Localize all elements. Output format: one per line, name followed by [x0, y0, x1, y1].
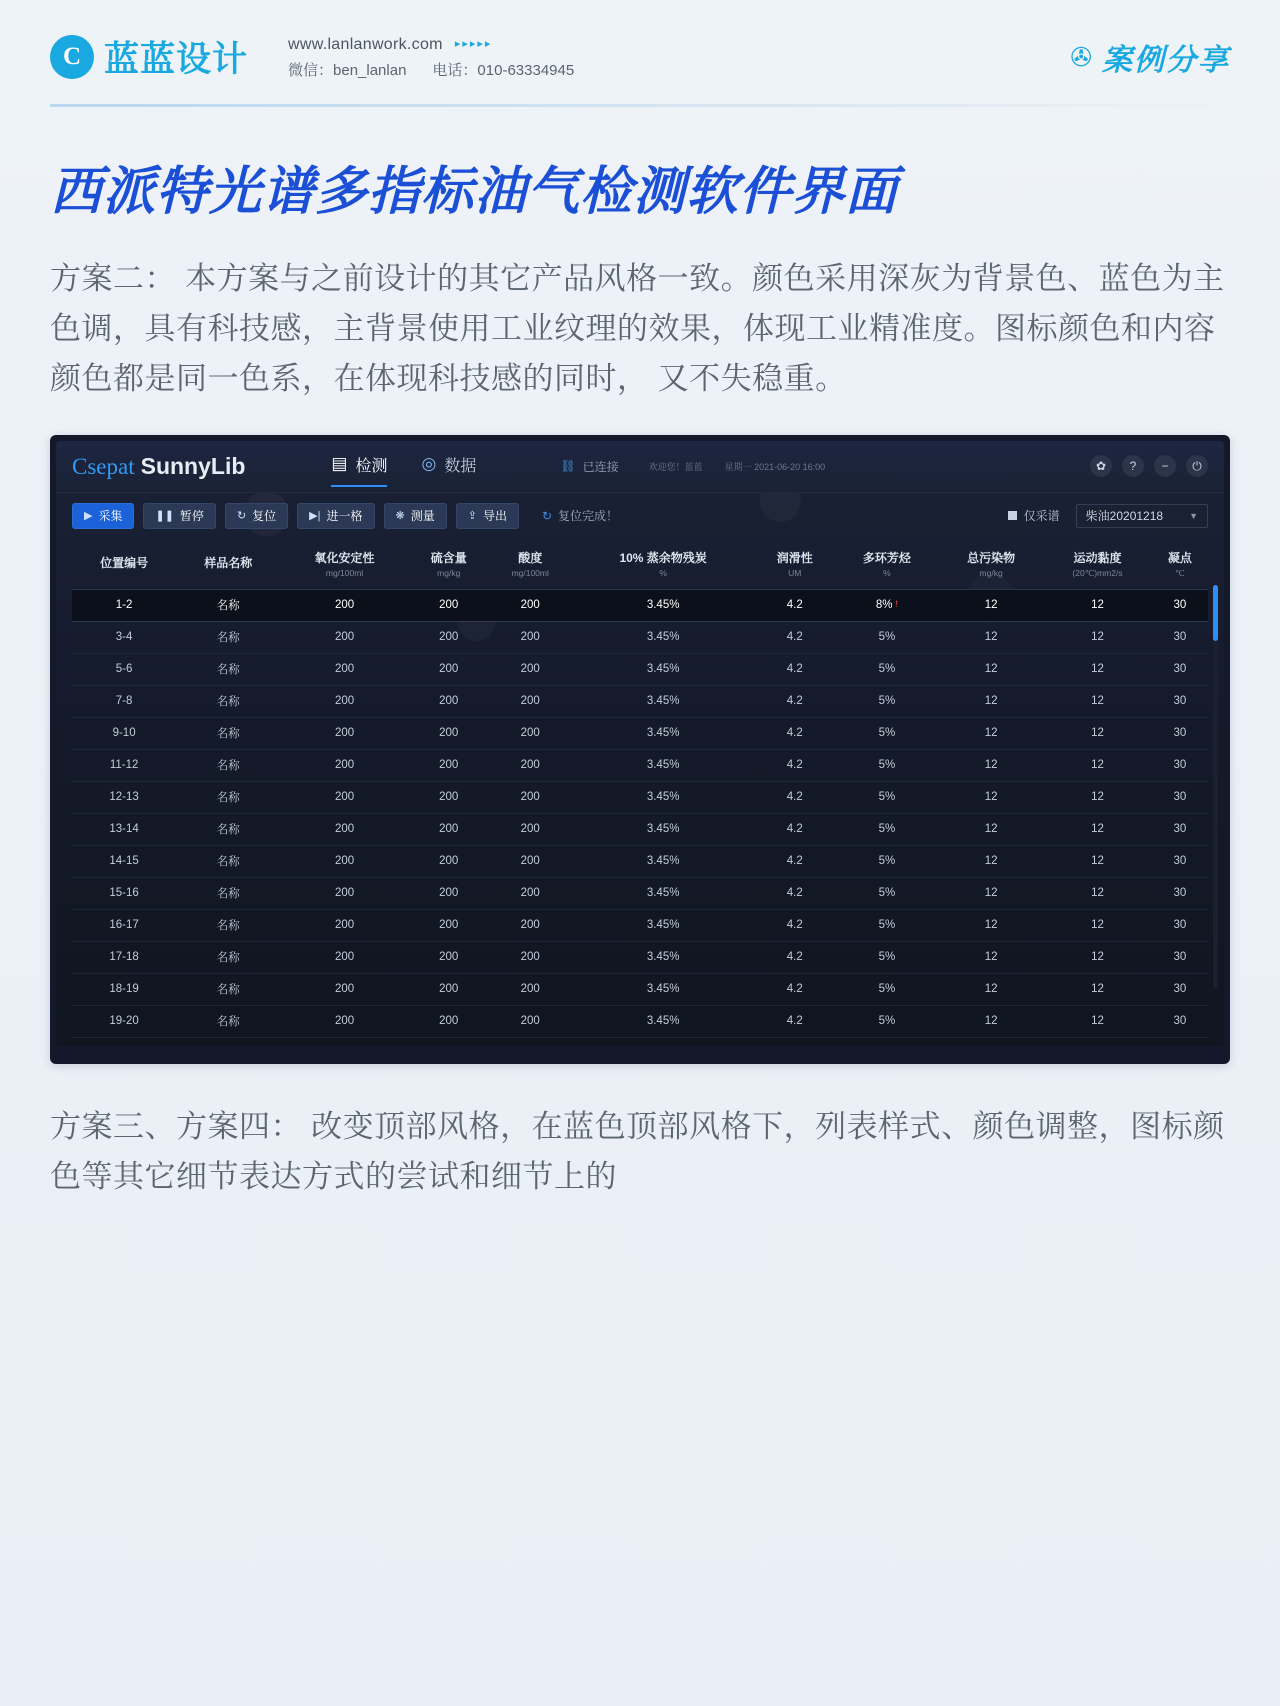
cell-sample-name: 名称 — [176, 653, 280, 685]
table-row[interactable] — [72, 909, 1208, 941]
link-icon: ⛓ — [560, 459, 576, 474]
cell-freeze-point: 30 — [1152, 845, 1208, 877]
cell-sulfur: 200 — [409, 845, 489, 877]
logo-text: 蓝蓝设计 — [104, 40, 249, 79]
app-titlebar — [56, 441, 1224, 493]
table-row[interactable] — [72, 813, 1208, 845]
tab-data-label: 数据 — [444, 457, 477, 475]
cell-position: 7-8 — [72, 685, 176, 717]
cell-lubricity: 4.2 — [755, 685, 835, 717]
cell-carbon-residue: 3.45% — [572, 973, 755, 1005]
col-oxidation — [280, 541, 408, 590]
cell-sample-name: 名称 — [176, 909, 280, 941]
cell-acidity: 200 — [489, 685, 572, 717]
col-carbon-residue-title: 10% 蒸余物残炭 — [619, 551, 707, 566]
cell-lubricity: 4.2 — [755, 1005, 835, 1037]
col-sulfur-unit: mg/kg — [437, 568, 461, 579]
cell-sulfur: 200 — [409, 749, 489, 781]
cell-total-contaminant: 12 — [939, 621, 1043, 653]
cell-oxidation: 200 — [280, 973, 408, 1005]
data-table-area — [56, 539, 1224, 1046]
col-freeze-point — [1152, 541, 1208, 590]
cell-total-contaminant: 12 — [939, 845, 1043, 877]
step-icon: ▶| — [309, 510, 321, 523]
refresh-icon: ↻ — [541, 508, 553, 523]
warning-icon: ! — [895, 599, 898, 610]
cell-position: 13-14 — [72, 813, 176, 845]
col-acidity — [489, 541, 572, 590]
cell-oxidation: 200 — [280, 813, 408, 845]
col-pah-title: 多环芳烃 — [862, 551, 911, 566]
cell-viscosity: 12 — [1043, 941, 1152, 973]
measure-button[interactable] — [384, 503, 447, 529]
export-button[interactable] — [456, 503, 519, 529]
col-pah — [835, 541, 939, 590]
table-row[interactable] — [72, 973, 1208, 1005]
cell-sulfur: 200 — [409, 589, 489, 621]
cell-pah: 5% — [835, 685, 939, 717]
col-lubricity — [755, 541, 835, 590]
cell-total-contaminant: 12 — [939, 717, 1043, 749]
table-row[interactable] — [72, 589, 1208, 621]
cell-position: 11-12 — [72, 749, 176, 781]
export-label: 导出 — [482, 509, 507, 524]
cell-sample-name: 名称 — [176, 589, 280, 621]
cell-sulfur: 200 — [409, 1005, 489, 1037]
cell-total-contaminant: 12 — [939, 973, 1043, 1005]
cell-pah: 5% — [835, 813, 939, 845]
tab-detect-label: 检测 — [355, 457, 388, 475]
cell-oxidation: 200 — [280, 1005, 408, 1037]
cell-pah: 5% — [835, 653, 939, 685]
cell-sample-name: 名称 — [176, 717, 280, 749]
cell-acidity: 200 — [489, 717, 572, 749]
cell-acidity: 200 — [489, 813, 572, 845]
cell-carbon-residue: 3.45% — [572, 653, 755, 685]
cell-viscosity: 12 — [1043, 845, 1152, 877]
cell-oxidation: 200 — [280, 941, 408, 973]
step-label: 进一格 — [326, 509, 363, 524]
cell-pah: 8% ! — [835, 589, 939, 621]
cell-acidity: 200 — [489, 781, 572, 813]
website-url[interactable]: www.lanlanwork.com — [288, 35, 443, 53]
cell-carbon-residue: 3.45% — [572, 589, 755, 621]
cell-carbon-residue: 3.45% — [572, 845, 755, 877]
cell-sulfur: 200 — [409, 717, 489, 749]
measure-label: 测量 — [410, 509, 435, 524]
detect-icon: ▤ — [331, 454, 348, 474]
cell-carbon-residue: 3.45% — [572, 749, 755, 781]
contact-info — [286, 31, 574, 84]
cell-total-contaminant: 12 — [939, 877, 1043, 909]
col-lubricity-title: 润滑性 — [776, 551, 813, 566]
cell-freeze-point: 30 — [1152, 781, 1208, 813]
collect-label: 采集 — [98, 509, 123, 524]
app-window — [56, 441, 1224, 1046]
app-brand — [72, 453, 245, 480]
wechat-text: 微信：ben_lanlan — [288, 61, 407, 79]
table-row[interactable] — [72, 749, 1208, 781]
cell-acidity: 200 — [489, 621, 572, 653]
cell-position: 19-20 — [72, 1005, 176, 1037]
cell-total-contaminant: 12 — [939, 749, 1043, 781]
cell-viscosity: 12 — [1043, 749, 1152, 781]
cell-lubricity: 4.2 — [755, 589, 835, 621]
only-spectrum-checkbox[interactable] — [1008, 507, 1060, 524]
table-body — [72, 589, 1208, 1037]
help-icon[interactable]: ? — [1122, 455, 1144, 477]
col-sample-name — [176, 541, 280, 590]
cell-lubricity: 4.2 — [755, 845, 835, 877]
step-button[interactable] — [297, 503, 374, 529]
cell-lubricity: 4.2 — [755, 781, 835, 813]
cell-total-contaminant: 12 — [939, 589, 1043, 621]
cell-oxidation: 200 — [280, 845, 408, 877]
cell-total-contaminant: 12 — [939, 1005, 1043, 1037]
pause-label: 暂停 — [179, 509, 204, 524]
cell-position: 1-2 — [72, 589, 176, 621]
cell-position: 12-13 — [72, 781, 176, 813]
col-sample-name-title: 样品名称 — [204, 556, 253, 571]
cell-position: 17-18 — [72, 941, 176, 973]
brand-logo[interactable] — [50, 32, 248, 82]
cell-carbon-residue: 3.45% — [572, 685, 755, 717]
col-oxidation-unit: mg/100ml — [325, 568, 364, 579]
app-meta — [649, 460, 826, 473]
cell-pah: 5% — [835, 781, 939, 813]
cell-freeze-point: 30 — [1152, 621, 1208, 653]
cell-oxidation: 200 — [280, 749, 408, 781]
col-position-title: 位置编号 — [100, 556, 149, 571]
chevron-down-icon: ▼ — [1189, 510, 1198, 521]
connection-status — [560, 458, 618, 475]
page-title: 西派特光谱多指标油气检测软件界面 — [50, 164, 899, 221]
cell-freeze-point: 30 — [1152, 749, 1208, 781]
collect-button[interactable] — [72, 503, 134, 529]
cell-total-contaminant: 12 — [939, 909, 1043, 941]
cell-pah: 5% — [835, 973, 939, 1005]
cell-carbon-residue: 3.45% — [572, 813, 755, 845]
cell-acidity: 200 — [489, 941, 572, 973]
cell-sulfur: 200 — [409, 973, 489, 1005]
arrows-icon: ▸▸▸▸▸ — [454, 37, 493, 50]
app-brand-second: SunnyLib — [140, 452, 246, 479]
table-row[interactable] — [72, 941, 1208, 973]
cell-position: 3-4 — [72, 621, 176, 653]
cell-total-contaminant: 12 — [939, 813, 1043, 845]
cell-position: 14-15 — [72, 845, 176, 877]
cell-sample-name: 名称 — [176, 781, 280, 813]
table-row[interactable] — [72, 621, 1208, 653]
cell-acidity: 200 — [489, 909, 572, 941]
cell-lubricity: 4.2 — [755, 653, 835, 685]
app-brand-first: Csepat — [72, 453, 135, 479]
cell-freeze-point: 30 — [1152, 653, 1208, 685]
play-icon: ▶ — [84, 510, 93, 523]
cell-carbon-residue: 3.45% — [572, 781, 755, 813]
cell-viscosity: 12 — [1043, 653, 1152, 685]
toolbar-right — [1008, 504, 1208, 528]
cell-viscosity: 12 — [1043, 589, 1152, 621]
cell-viscosity: 12 — [1043, 877, 1152, 909]
cell-oxidation: 200 — [280, 685, 408, 717]
cell-freeze-point: 30 — [1152, 909, 1208, 941]
cell-carbon-residue: 3.45% — [572, 909, 755, 941]
cell-sulfur: 200 — [409, 685, 489, 717]
col-oxidation-title: 氧化安定性 — [314, 551, 375, 566]
cell-lubricity: 4.2 — [755, 749, 835, 781]
cell-sample-name: 名称 — [176, 877, 280, 909]
sample-select-value: 柴油20201218 — [1085, 509, 1164, 524]
cell-viscosity: 12 — [1043, 781, 1152, 813]
cell-sulfur: 200 — [409, 813, 489, 845]
cell-lubricity: 4.2 — [755, 621, 835, 653]
cell-pah: 5% — [835, 909, 939, 941]
only-spectrum-label: 仅采谱 — [1023, 509, 1060, 524]
cell-sample-name: 名称 — [176, 621, 280, 653]
col-pah-unit: % — [883, 568, 891, 579]
cell-sulfur: 200 — [409, 621, 489, 653]
cell-sample-name: 名称 — [176, 685, 280, 717]
cell-freeze-point: 30 — [1152, 1005, 1208, 1037]
cell-lubricity: 4.2 — [755, 909, 835, 941]
logo-icon: C — [50, 35, 94, 79]
cell-acidity: 200 — [489, 749, 572, 781]
cell-lubricity: 4.2 — [755, 877, 835, 909]
cell-pah: 5% — [835, 621, 939, 653]
table-header-row — [72, 541, 1208, 590]
cell-acidity: 200 — [489, 973, 572, 1005]
cell-sulfur: 200 — [409, 877, 489, 909]
cell-position: 18-19 — [72, 973, 176, 1005]
col-position — [72, 541, 176, 590]
cell-freeze-point: 30 — [1152, 813, 1208, 845]
cell-acidity: 200 — [489, 877, 572, 909]
app-nav — [331, 453, 476, 480]
tab-detect[interactable] — [331, 453, 387, 480]
reset-label: 复位 — [252, 509, 277, 524]
cell-acidity: 200 — [489, 1005, 572, 1037]
screenshot-frame — [50, 435, 1230, 1064]
cell-position: 5-6 — [72, 653, 176, 685]
cell-pah: 5% — [835, 845, 939, 877]
cell-freeze-point: 30 — [1152, 877, 1208, 909]
paragraph-top: 方案二： 本方案与之前设计的其它产品风格一致。颜色采用深灰为背景色、蓝色为主色调，具有科技感，主背景使用工业纹理的效果，体现工业精准度。图标颜色和内容颜色都是同一色系，在体现科技感的同时， 又不失稳重。 — [50, 261, 1225, 397]
cell-position: 9-10 — [72, 717, 176, 749]
cell-sulfur: 200 — [409, 781, 489, 813]
cell-total-contaminant: 12 — [939, 685, 1043, 717]
col-viscosity — [1043, 541, 1152, 590]
cell-viscosity: 12 — [1043, 1005, 1152, 1037]
cell-oxidation: 200 — [280, 877, 408, 909]
cell-position: 15-16 — [72, 877, 176, 909]
cell-lubricity: 4.2 — [755, 813, 835, 845]
pause-icon: ❚❚ — [155, 510, 174, 523]
minimize-icon[interactable]: − — [1154, 455, 1176, 477]
tab-data[interactable] — [421, 453, 476, 480]
cell-freeze-point: 30 — [1152, 685, 1208, 717]
phone-text: 电话：010-63334945 — [432, 61, 575, 79]
cell-carbon-residue: 3.45% — [572, 1005, 755, 1037]
gear-icon[interactable]: ✿ — [1090, 455, 1112, 477]
connection-label: 已连接 — [582, 459, 619, 474]
col-sulfur — [409, 541, 489, 590]
cell-sample-name: 名称 — [176, 941, 280, 973]
reset-icon: ↻ — [236, 510, 247, 523]
table-head — [72, 541, 1208, 590]
cell-freeze-point: 30 — [1152, 589, 1208, 621]
cell-total-contaminant: 12 — [939, 941, 1043, 973]
table-row[interactable] — [72, 1005, 1208, 1037]
table-row[interactable] — [72, 877, 1208, 909]
cell-acidity: 200 — [489, 845, 572, 877]
pause-button[interactable] — [143, 503, 215, 529]
scrollbar-thumb[interactable] — [1213, 585, 1218, 641]
cell-sample-name: 名称 — [176, 813, 280, 845]
cell-viscosity: 12 — [1043, 909, 1152, 941]
cell-total-contaminant: 12 — [939, 653, 1043, 685]
datetime-text: 星期一 2021-06-20 16:00 — [724, 461, 826, 472]
cell-carbon-residue: 3.45% — [572, 621, 755, 653]
cell-pah: 5% — [835, 1005, 939, 1037]
window-controls — [1090, 455, 1208, 477]
cell-lubricity: 4.2 — [755, 941, 835, 973]
share-label — [1070, 35, 1230, 79]
col-carbon-residue-unit: % — [659, 568, 667, 579]
header-divider — [50, 104, 1230, 107]
reset-button[interactable] — [225, 503, 288, 529]
cell-freeze-point: 30 — [1152, 973, 1208, 1005]
cell-acidity: 200 — [489, 589, 572, 621]
table-scrollbar[interactable] — [1213, 585, 1218, 989]
col-acidity-title: 酸度 — [518, 551, 543, 566]
col-sulfur-title: 硫含量 — [430, 551, 467, 566]
toolbar-status — [542, 507, 618, 524]
col-acidity-unit: mg/100ml — [511, 568, 549, 579]
col-freeze-point-unit: ℃ — [1175, 567, 1185, 578]
cell-total-contaminant: 12 — [939, 781, 1043, 813]
cell-oxidation: 200 — [280, 781, 408, 813]
table-row[interactable] — [72, 845, 1208, 877]
col-total-contaminant-unit: mg/kg — [979, 568, 1003, 579]
welcome-text: 欢迎您！蓝蓝 — [648, 461, 703, 472]
col-total-contaminant — [939, 541, 1043, 590]
table-row[interactable] — [72, 653, 1208, 685]
col-freeze-point-title: 凝点 — [1167, 550, 1192, 565]
cell-sample-name: 名称 — [176, 1005, 280, 1037]
site-header — [0, 0, 1280, 104]
cell-sulfur: 200 — [409, 941, 489, 973]
table-row[interactable] — [72, 685, 1208, 717]
share-text: 案例分享 — [1102, 44, 1230, 77]
cell-pah: 5% — [835, 717, 939, 749]
table-row[interactable] — [72, 717, 1208, 749]
cell-lubricity: 4.2 — [755, 717, 835, 749]
power-icon[interactable]: ⏻ — [1186, 455, 1208, 477]
cell-carbon-residue: 3.45% — [572, 877, 755, 909]
cell-carbon-residue: 3.45% — [572, 941, 755, 973]
col-viscosity-title: 运动黏度 — [1073, 550, 1122, 565]
cell-acidity: 200 — [489, 653, 572, 685]
col-carbon-residue — [572, 541, 755, 590]
cell-viscosity: 12 — [1043, 685, 1152, 717]
cell-pah: 5% — [835, 877, 939, 909]
cell-sample-name: 名称 — [176, 749, 280, 781]
table-row[interactable] — [72, 781, 1208, 813]
measurement-table — [72, 541, 1208, 1038]
cell-oxidation: 200 — [280, 653, 408, 685]
checkbox-icon — [1008, 511, 1017, 520]
cell-viscosity: 12 — [1043, 813, 1152, 845]
cell-sample-name: 名称 — [176, 973, 280, 1005]
col-viscosity-unit: (20℃)mm2/s — [1072, 567, 1123, 578]
cell-lubricity: 4.2 — [755, 973, 835, 1005]
sample-select[interactable] — [1076, 504, 1208, 528]
cell-sulfur: 200 — [409, 909, 489, 941]
data-icon: ◎ — [421, 454, 437, 474]
cell-oxidation: 200 — [280, 717, 408, 749]
cell-sulfur: 200 — [409, 653, 489, 685]
cell-carbon-residue: 3.45% — [572, 717, 755, 749]
cell-oxidation: 200 — [280, 621, 408, 653]
cell-oxidation: 200 — [280, 909, 408, 941]
paragraph-bottom: 方案三、方案四： 改变顶部风格，在蓝色顶部风格下，列表样式、颜色调整，图标颜色等其它细节表达方式的尝试和细节上的 — [50, 1108, 1225, 1194]
col-lubricity-unit: UM — [788, 568, 802, 579]
cell-pah: 5% — [835, 749, 939, 781]
cell-viscosity: 12 — [1043, 717, 1152, 749]
snow-icon: ❋ — [395, 510, 405, 523]
share-icon: ✇ — [1070, 41, 1092, 72]
export-icon: ⇪ — [467, 510, 477, 523]
cell-sample-name: 名称 — [176, 845, 280, 877]
cell-freeze-point: 30 — [1152, 717, 1208, 749]
cell-viscosity: 12 — [1043, 973, 1152, 1005]
app-toolbar — [56, 493, 1224, 539]
col-total-contaminant-title: 总污染物 — [967, 551, 1016, 566]
cell-pah: 5% — [835, 941, 939, 973]
toolbar-status-label: 复位完成！ — [558, 509, 619, 524]
cell-oxidation: 200 — [280, 589, 408, 621]
cell-position: 16-17 — [72, 909, 176, 941]
cell-viscosity: 12 — [1043, 621, 1152, 653]
cell-freeze-point: 30 — [1152, 941, 1208, 973]
